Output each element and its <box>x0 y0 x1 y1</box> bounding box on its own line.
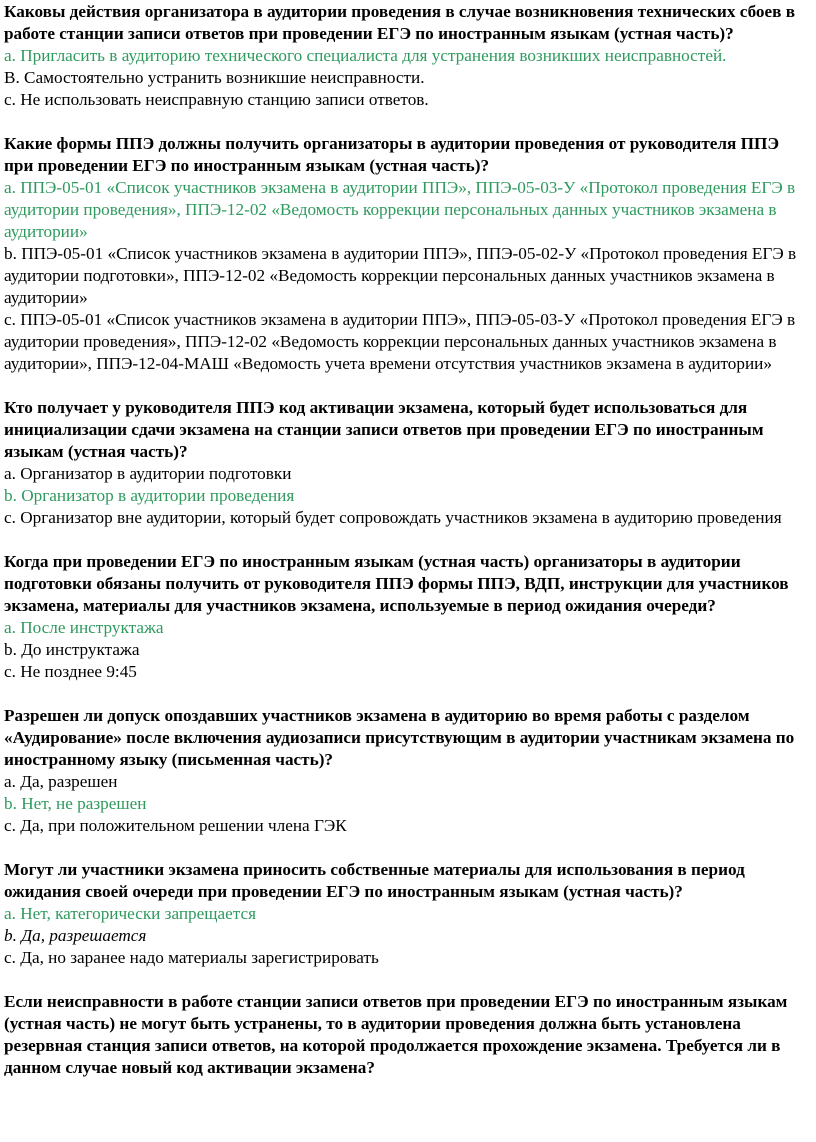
answer-option: c. ППЭ-05-01 «Список участников экзамена в аудитории ППЭ», ППЭ-05-03-У «Протокол проведения ЕГЭ в аудитории проведения», ППЭ-12-02 «Ведомость коррекции персональных данных участников экзамена в аудитории», ППЭ-12-04-МАШ «Ведомость учета времени отсутствия участников экзамена в аудитории» <box>4 310 796 373</box>
question-text: Какие формы ППЭ должны получить организаторы в аудитории проведения от руководителя ППЭ при проведении ЕГЭ по иностранным языкам (устная часть)? <box>4 134 780 175</box>
answer-option: a. Да, разрешен <box>4 772 118 791</box>
answer-option: B. Самостоятельно устранить возникшие неисправности. <box>4 68 425 87</box>
question-text: Кто получает у руководителя ППЭ код активации экзамена, который будет использоваться для инициализации сдачи экзамена на станции записи ответов при проведении ЕГЭ по иностранным языкам (устная часть)? <box>4 398 764 461</box>
answer-option: c. Да, но заранее надо материалы зарегистрировать <box>4 948 379 967</box>
question-text: Когда при проведении ЕГЭ по иностранным языкам (устная часть) организаторы в аудитории подготовки обязаны получить от руководителя ППЭ формы ППЭ, ВДП, инструкции для участников экзамена, материалы для участников экзамена, используемые в период ожидания очереди? <box>4 552 789 615</box>
answer-option-correct: b. Организатор в аудитории проведения <box>4 486 295 505</box>
question-block <box>4 1 812 111</box>
answer-option: c. Не использовать неисправную станцию записи ответов. <box>4 90 429 109</box>
question-block <box>4 705 812 837</box>
answer-option: b. Да, разрешается <box>4 926 147 945</box>
answer-option: b. До инструктажа <box>4 640 140 659</box>
answer-option: c. Не позднее 9:45 <box>4 662 137 681</box>
question-block <box>4 859 812 969</box>
question-text: Каковы действия организатора в аудитории проведения в случае возникновения технических сбоев в работе станции записи ответов при проведении ЕГЭ по иностранным языкам (устная часть)? <box>4 2 796 43</box>
question-text: Могут ли участники экзамена приносить собственные материалы для использования в период ожидания своей очереди при проведении ЕГЭ по иностранным языкам (устная часть)? <box>4 860 745 901</box>
question-text: Если неисправности в работе станции записи ответов при проведении ЕГЭ по иностранным языкам (устная часть) не могут быть устранены, то в аудитории проведения должна быть установлена резервная станция записи ответов, на которой продолжается прохождение экзамена. Требуется ли в данном случае новый код активации экзамена? <box>4 992 788 1077</box>
question-text: Разрешен ли допуск опоздавших участников экзамена в аудиторию во время работы с разделом «Аудирование» после включения аудиозаписи присутствующим в аудитории участникам экзамена по иностранному языку (письменная часть)? <box>4 706 795 769</box>
question-block <box>4 397 812 529</box>
question-block <box>4 133 812 375</box>
answer-option: b. ППЭ-05-01 «Список участников экзамена в аудитории ППЭ», ППЭ-05-02-У «Протокол проведения ЕГЭ в аудитории подготовки», ППЭ-12-02 «Ведомость коррекции персональных данных участников экзамена в аудитории» <box>4 244 797 307</box>
answer-option-correct: b. Нет, не разрешен <box>4 794 147 813</box>
answer-option-correct: a. ППЭ-05-01 «Список участников экзамена в аудитории ППЭ», ППЭ-05-03-У «Протокол проведения ЕГЭ в аудитории проведения», ППЭ-12-02 «Ведомость коррекции персональных данных участников экзамена в аудитории» <box>4 178 796 241</box>
answer-option-correct: a. После инструктажа <box>4 618 164 637</box>
answer-option: c. Организатор вне аудитории, который будет сопровождать участников экзамена в аудиторию проведения <box>4 508 782 527</box>
answer-option: a. Организатор в аудитории подготовки <box>4 464 292 483</box>
question-block <box>4 551 812 683</box>
answer-option-correct: a. Пригласить в аудиторию технического специалиста для устранения возникших неисправностей. <box>4 46 727 65</box>
question-block <box>4 991 812 1079</box>
answer-option: c. Да, при положительном решении члена ГЭК <box>4 816 347 835</box>
answer-option-correct: a. Нет, категорически запрещается <box>4 904 257 923</box>
